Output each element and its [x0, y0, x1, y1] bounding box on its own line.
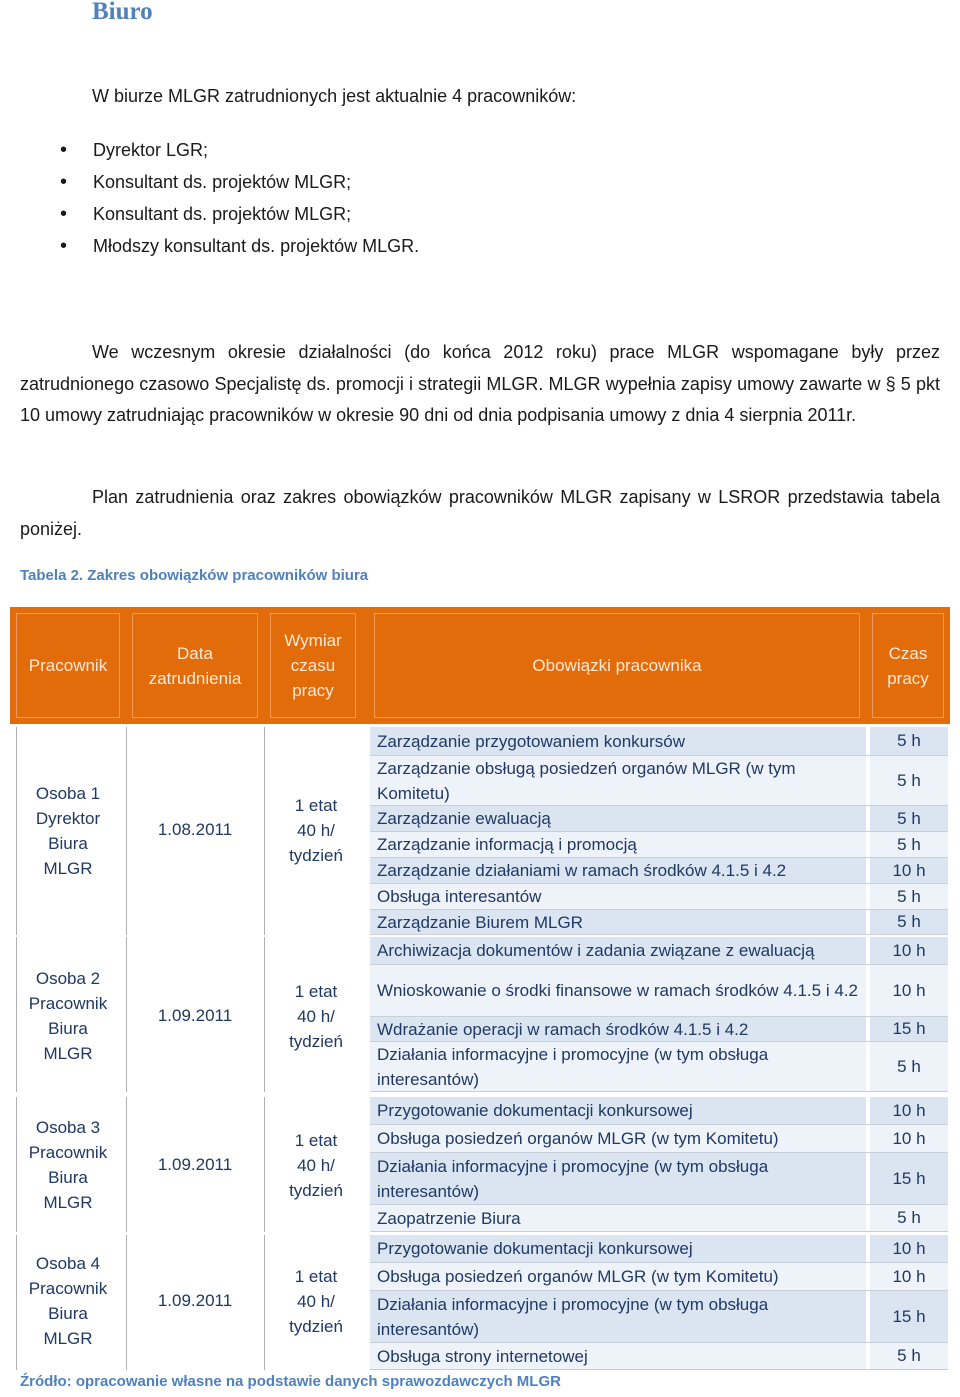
duty-hours: 10 h [870, 937, 948, 964]
header-work-time [270, 613, 356, 718]
work-time-line: 40 h/ [297, 1292, 335, 1311]
header-employee-label: Pracownik [28, 656, 108, 675]
work-time-line: tydzień [289, 1032, 343, 1051]
duty-text: Zarządzanie Biurem MLGR [370, 910, 866, 934]
table-row [370, 1125, 948, 1153]
table-row [370, 727, 948, 756]
header-duties-label: Obowiązki pracownika [532, 656, 702, 675]
duty-text: Przygotowanie dokumentacji konkursowej [370, 1235, 866, 1262]
person-name-line: Biura [48, 1019, 88, 1038]
duty-hours: 5 h [870, 1343, 948, 1369]
header-date-label: zatrudnienia [148, 668, 242, 688]
table-row [370, 1343, 948, 1370]
work-time [264, 1264, 368, 1339]
table-row [370, 937, 948, 965]
hire-date-value: 1.09.2011 [157, 1291, 233, 1310]
duty-text: Obsługa posiedzeń organów MLGR (w tym Komitetu) [370, 1125, 866, 1152]
duty-text: Zarządzanie przygotowaniem konkursów [370, 727, 866, 755]
duty-text: Obsługa posiedzeń organów MLGR (w tym Komitetu) [370, 1263, 866, 1290]
table-row [370, 1042, 948, 1092]
work-time-line: 40 h/ [297, 1156, 335, 1175]
table-header [10, 607, 950, 724]
header-date [132, 613, 258, 718]
work-time-line: tydzień [289, 1181, 343, 1200]
section-heading: Biuro [92, 0, 153, 25]
table-row [370, 884, 948, 910]
header-time-label: czasu [290, 656, 336, 675]
list-item: • Konsultant ds. projektów MLGR; [0, 200, 419, 232]
intro-text: W biurze MLGR zatrudnionych jest aktualnie 4 pracowników: [92, 86, 577, 106]
person-name-line: Osoba 3 [35, 1118, 101, 1137]
duty-hours: 10 h [870, 1125, 948, 1152]
hire-date [126, 1288, 264, 1313]
header-employee [16, 613, 120, 718]
duty-text: Działania informacyjne i promocyjne (w tym obsługa interesantów) [370, 1153, 866, 1204]
duties-list [370, 727, 948, 935]
duty-text: Zarządzanie działaniami w ramach środków 4.1.5 i 4.2 [370, 858, 866, 883]
work-time-line: tydzień [289, 846, 343, 865]
work-time [264, 793, 368, 868]
duty-hours: 5 h [870, 806, 948, 831]
duty-hours: 10 h [870, 965, 948, 1016]
paragraph-plan: Plan zatrudnienia oraz zakres obowiązków pracowników MLGR zapisany w LSROR przedstawia tabela poniżej. [20, 487, 940, 539]
person-name-line: Biura [48, 1304, 88, 1323]
list-item: • Dyrektor LGR; [0, 136, 419, 168]
duty-text: Obsługa strony internetowej [370, 1343, 866, 1369]
work-time [264, 979, 368, 1054]
person-name [10, 966, 126, 1066]
table-caption: Tabela 2. Zakres obowiązków pracowników biura [20, 567, 369, 584]
work-time-line: 1 etat [294, 1131, 338, 1150]
table-row [370, 832, 948, 858]
person-name-line: MLGR [43, 1329, 93, 1348]
staff-list [0, 136, 419, 264]
table-row [370, 806, 948, 832]
person-name-line: MLGR [43, 859, 93, 878]
table-row [370, 1017, 948, 1042]
duty-text: Przygotowanie dokumentacji konkursowej [370, 1097, 866, 1124]
duty-text: Archiwizacja dokumentów i zadania związane z ewaluacją [370, 937, 866, 964]
table-row [370, 756, 948, 806]
duty-hours: 10 h [870, 858, 948, 883]
header-time-label: Wymiar [284, 631, 342, 650]
duty-text: Działania informacyjne i promocyjne (w tym obsługa interesantów) [370, 1291, 866, 1342]
list-item: • Młodszy konsultant ds. projektów MLGR. [0, 232, 419, 264]
paragraph-history: We wczesnym okresie działalności (do końca 2012 roku) prace MLGR wspomagane były przez zatrudnionego czasowo Specjalistę ds. promocji i strategii MLGR. MLGR wypełnia zapisy umowy zawarte w § 5 pkt 10 umowy zatrudniając pracowników w okresie 90 dni od dnia podpisania umowy z dnia 4 sierpnia 2011r. [20, 342, 940, 425]
person-name-line: MLGR [43, 1193, 93, 1212]
person-name-line: Pracownik [28, 1143, 108, 1162]
duties-list [370, 937, 948, 1092]
list-item: • Konsultant ds. projektów MLGR; [0, 168, 419, 200]
duties-list [370, 1235, 948, 1370]
work-time-line: 1 etat [294, 1267, 338, 1286]
duty-hours: 10 h [870, 1235, 948, 1262]
duty-text: Działania informacyjne i promocyjne (w tym obsługa interesantów) [370, 1042, 866, 1091]
duty-text: Wnioskowanie o środki finansowe w ramach środków 4.1.5 i 4.2 [370, 965, 866, 1016]
duty-text: Zarządzanie informacją i promocją [370, 832, 866, 857]
duty-text: Zaopatrzenie Biura [370, 1205, 866, 1231]
header-hours-label: Czas [888, 643, 928, 663]
header-duties [374, 613, 860, 718]
duty-hours: 5 h [870, 1042, 948, 1091]
person-name-line: Dyrektor [35, 809, 101, 828]
duty-hours: 15 h [870, 1291, 948, 1342]
work-time-line: tydzień [289, 1317, 343, 1336]
hire-date [126, 1152, 264, 1177]
duty-hours: 5 h [870, 756, 948, 805]
duty-hours: 5 h [870, 1205, 948, 1231]
person-name [10, 1115, 126, 1215]
header-hours [872, 613, 944, 718]
person-name-line: Osoba 2 [35, 969, 101, 988]
person-name-line: Biura [48, 834, 88, 853]
duty-hours: 5 h [870, 910, 948, 934]
work-time-line: 40 h/ [297, 1007, 335, 1026]
duty-hours: 15 h [870, 1153, 948, 1204]
header-hours-label: pracy [887, 668, 929, 688]
duty-text: Zarządzanie obsługą posiedzeń organów MLGR (w tym Komitetu) [370, 756, 866, 805]
table-row [370, 965, 948, 1017]
person-name-line: Pracownik [28, 1279, 108, 1298]
person-name-line: Pracownik [28, 994, 108, 1013]
table-row [370, 1097, 948, 1125]
person-block [10, 937, 950, 1092]
work-time-line: 1 etat [294, 796, 338, 815]
hire-date-value: 1.08.2011 [157, 820, 233, 839]
table-row [370, 1291, 948, 1343]
person-name-line: Osoba 4 [35, 1254, 101, 1273]
table-row [370, 1153, 948, 1205]
header-time-label: pracy [292, 681, 334, 700]
person-block [10, 1097, 950, 1232]
duty-hours: 5 h [870, 727, 948, 755]
table-row [370, 910, 948, 935]
duty-hours: 10 h [870, 1097, 948, 1124]
duty-text: Wdrażanie operacji w ramach środków 4.1.5 i 4.2 [370, 1017, 866, 1041]
person-name [10, 781, 126, 881]
duty-text: Zarządzanie ewaluacją [370, 806, 866, 831]
work-time-line: 40 h/ [297, 821, 335, 840]
person-name-line: Biura [48, 1168, 88, 1187]
person-block [10, 727, 950, 935]
person-name-line: Osoba 1 [35, 784, 101, 803]
work-time [264, 1128, 368, 1203]
hire-date-value: 1.09.2011 [157, 1006, 233, 1025]
person-block [10, 1235, 950, 1370]
person-name [10, 1251, 126, 1351]
table-row [370, 858, 948, 884]
duty-hours: 5 h [870, 884, 948, 909]
duty-hours: 15 h [870, 1017, 948, 1041]
duty-text: Obsługa interesantów [370, 884, 866, 909]
table-source: Źródło: opracowanie własne na podstawie danych sprawozdawczych MLGR [20, 1373, 561, 1390]
table-row [370, 1205, 948, 1232]
person-name-line: MLGR [43, 1044, 93, 1063]
table-row [370, 1235, 948, 1263]
hire-date [126, 817, 264, 842]
duty-hours: 10 h [870, 1263, 948, 1290]
duties-list [370, 1097, 948, 1232]
work-time-line: 1 etat [294, 982, 338, 1001]
duty-hours: 5 h [870, 832, 948, 857]
table-row [370, 1263, 948, 1291]
hire-date-value: 1.09.2011 [157, 1155, 233, 1174]
header-date-label: Data [177, 643, 213, 663]
hire-date [126, 1003, 264, 1028]
